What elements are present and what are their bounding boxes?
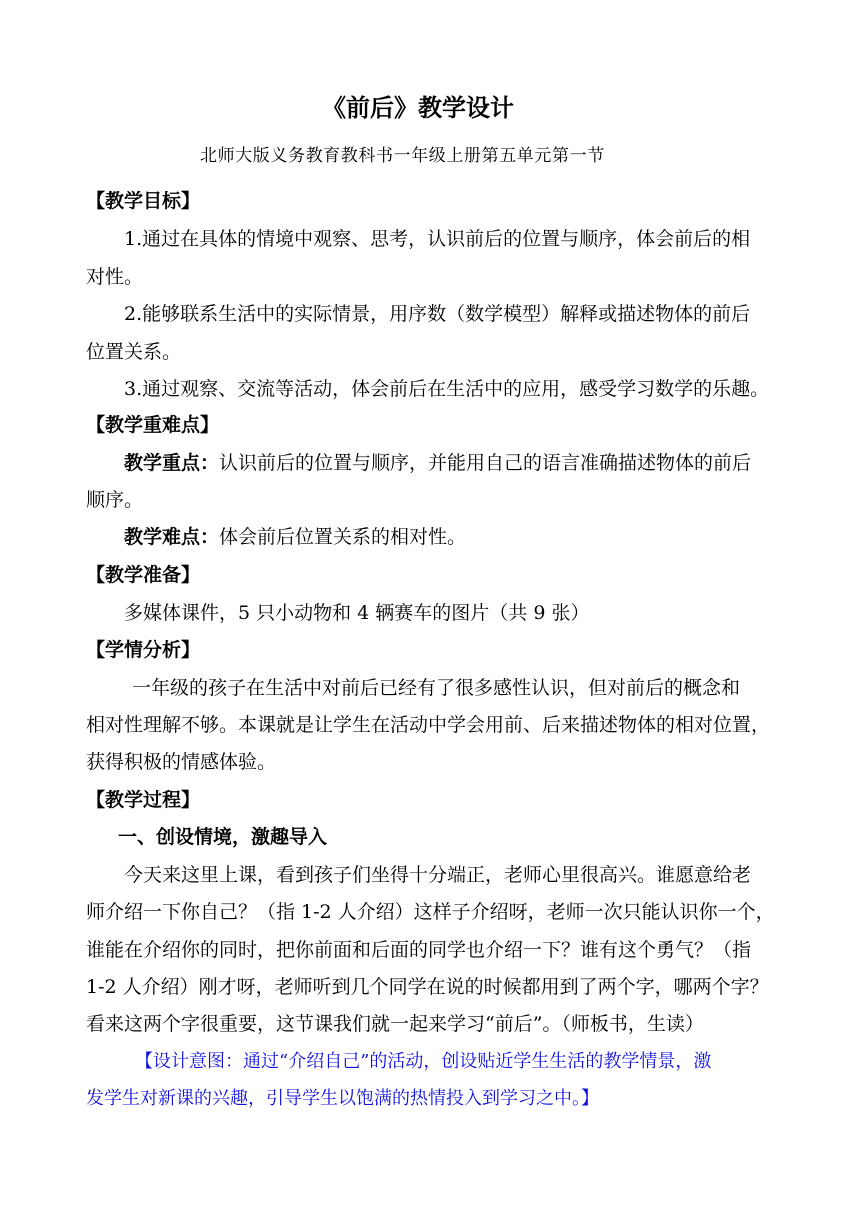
process-subheading: 一、创设情境，激趣导入	[118, 826, 328, 848]
heading-key-points: 【教学重难点】	[86, 414, 220, 436]
goal-line: 2.能够联系生活中的实际情景，用序数（数学模型）解释或描述物体的前后	[124, 303, 751, 325]
key-point-continuation: 顺序。	[86, 489, 144, 511]
process-line: 1-2 人介绍）刚才呀，老师听到几个同学在说的时候都用到了两个字，哪两个字？	[86, 976, 769, 998]
key-point-label: 教学重点：	[124, 452, 220, 474]
analysis-line: 获得积极的情感体验。	[86, 751, 277, 773]
process-line: 谁能在介绍你的同时，把你前面和后面的同学也介绍一下？谁有这个勇气？（指	[86, 939, 752, 961]
heading-goals: 【教学目标】	[86, 190, 201, 212]
key-point-text: 认识前后的位置与顺序，并能用自己的语言准确描述物体的前后	[219, 452, 752, 474]
difficult-point-label: 教学难点：	[124, 526, 220, 548]
difficult-point-text: 体会前后位置关系的相对性。	[219, 526, 467, 548]
goal-line: 3.通过观察、交流等活动，体会前后在生活中的应用，感受学习数学的乐趣。	[124, 378, 770, 400]
analysis-line: 一年级的孩子在生活中对前后已经有了很多感性认识，但对前后的概念和	[132, 677, 741, 699]
heading-prep: 【教学准备】	[86, 564, 201, 586]
design-note-line: 【设计意图：通过“介绍自己”的活动，创设贴近学生生活的教学情景，激	[135, 1051, 712, 1072]
process-line: 师介绍一下你自己？（指 1-2 人介绍）这样子介绍呀，老师一次只能认识你一个，	[86, 901, 775, 923]
document-subtitle: 北师大版义务教育教科书一年级上册第五单元第一节	[200, 146, 605, 166]
design-note-line: 发学生对新课的兴趣，引导学生以饱满的热情投入到学习之中。】	[86, 1088, 599, 1109]
document-title: 《前后》教学设计	[322, 93, 514, 122]
goal-line: 位置关系。	[86, 341, 182, 363]
analysis-line: 相对性理解不够。本课就是让学生在活动中学会用前、后来描述物体的相对位置，	[86, 714, 771, 736]
key-point-line	[124, 449, 751, 477]
process-line: 看来这两个字很重要，这节课我们就一起来学习“前后”。（师板书，生读）	[86, 1013, 704, 1035]
goal-line: 1.通过在具体的情境中观察、思考，认识前后的位置与顺序，体会前后的相	[124, 228, 751, 250]
difficult-point-line	[124, 523, 466, 551]
process-line: 今天来这里上课，看到孩子们坐得十分端正，老师心里很高兴。谁愿意给老	[124, 864, 752, 886]
heading-process: 【教学过程】	[86, 789, 201, 811]
prep-text: 多媒体课件，5 只小动物和 4 辆赛车的图片（共 9 张）	[124, 602, 590, 624]
heading-analysis: 【学情分析】	[86, 639, 201, 661]
goal-line: 对性。	[86, 266, 144, 288]
